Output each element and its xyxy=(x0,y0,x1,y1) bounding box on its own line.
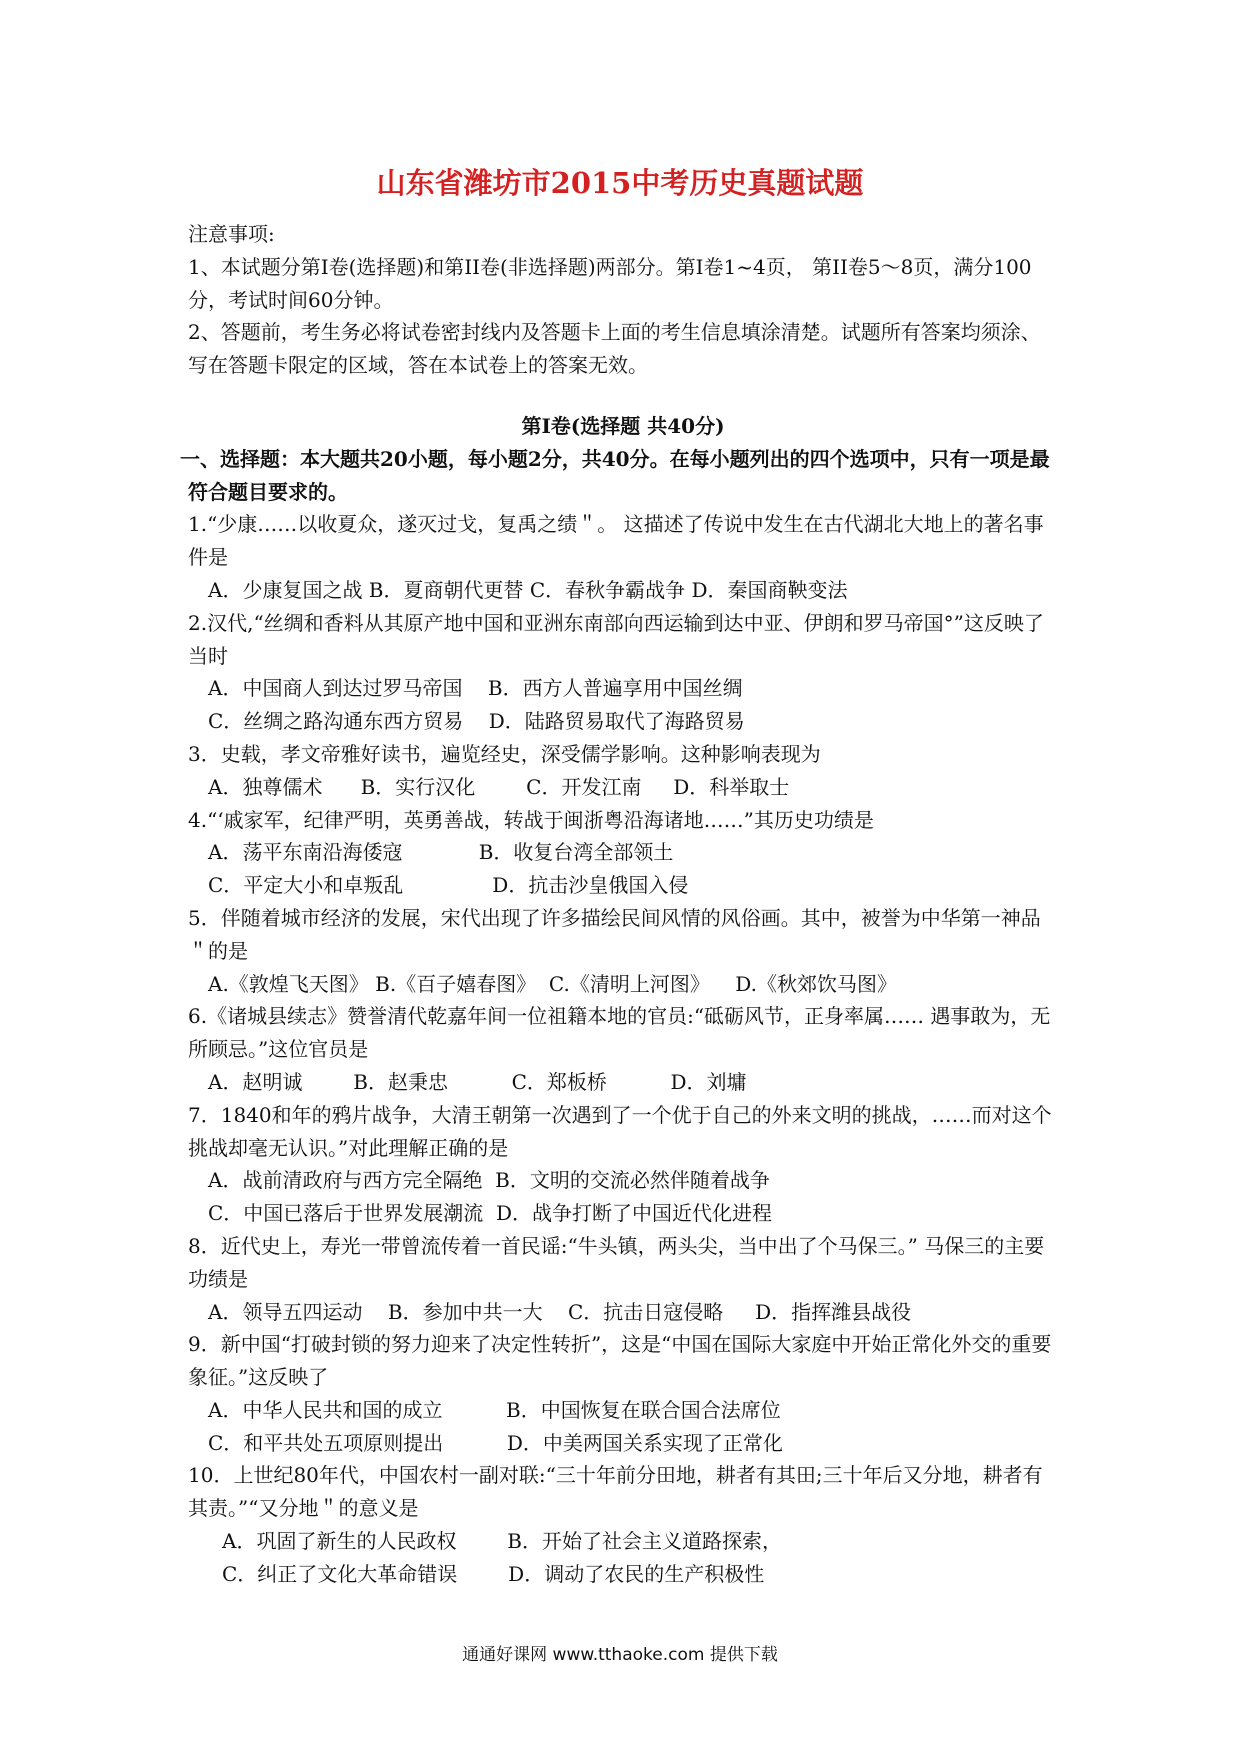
section-instruction: 一、选择题：本大题共20小题，每小题2分，共40分。在每小题列出的四个选项中，只有一项是最符合题目要求的。 xyxy=(180,446,1050,504)
question-stem: 2.汉代,“丝绸和香料从其原产地中国和亚洲东南部向西运输到达中亚、伊朗和罗马帝国°”这反映了当时 xyxy=(188,610,1044,668)
note-item: 1、本试题分第I卷(选择题)和第II卷(非选择题)两部分。第I卷1~4页， 第II卷5～8页，满分100分，考试时间60分钟。 xyxy=(188,254,1032,312)
footer-credit: 通通好课网 www.tthaoke.com 提供下载 xyxy=(462,1645,778,1665)
question-stem: 10．上世纪80年代，中国农村一副对联:“三十年前分田地，耕者有其田;三十年后又分地，耕者有其责。”“又分地＂的意义是 xyxy=(188,1463,1043,1521)
question-options: A．中国商人到达过罗马帝国 B．西方人普遍享用中国丝绸 xyxy=(208,676,743,701)
question-stem: 9．新中国“打破封锁的努力迎来了决定性转折”，这是“中国在国际大家庭中开始正常化外交的重要象征。”这反映了 xyxy=(188,1332,1052,1390)
question-options: A．独尊儒术 B．实行汉化 C．开发江南 D．科举取士 xyxy=(208,774,790,799)
notes-heading: 注意事项: xyxy=(188,222,275,246)
question-options: A．中华人民共和国的成立 B．中国恢复在联合国合法席位 xyxy=(208,1397,781,1422)
section-title: 第I卷(选择题 共40分) xyxy=(521,413,725,438)
exam-content xyxy=(180,218,1058,1591)
question-options: C．纠正了文化大革命错误 D．调动了农民的生产积极性 xyxy=(222,1561,765,1586)
question-list xyxy=(188,508,1058,1590)
question-stem: 3．史载，孝文帝雅好读书，遍览经史，深受儒学影响。这种影响表现为 xyxy=(188,741,821,766)
question-options: A.《敦煌飞天图》 B.《百子嬉春图》 C.《清明上河图》 D.《秋郊饮马图》 xyxy=(208,971,897,996)
question-options: C．平定大小和卓叛乱 D．抗击沙皇俄国入侵 xyxy=(208,873,689,898)
page-title: 山东省潍坊市2015中考历史真题试题 xyxy=(376,166,864,200)
question-stem: 8．近代史上，寿光一带曾流传着一首民谣:“牛头镇，两头尖，当中出了个马保三。” 马保三的主要功绩是 xyxy=(188,1233,1045,1291)
question-stem: 4.“‘戚家军，纪律严明，英勇善战，转战于闽浙粤沿海诸地……”其历史功绩是 xyxy=(188,807,874,832)
question-options: A．赵明诚 B．赵秉忠 C．郑板桥 D．刘墉 xyxy=(208,1069,747,1094)
question-options: C．和平共处五项原则提出 D．中美两国关系实现了正常化 xyxy=(208,1430,783,1455)
question-stem: 7．1840和年的鸦片战争，大清王朝第一次遇到了一个优于自己的外来文明的挑战，……而对这个挑战却毫无认识。”对此理解正确的是 xyxy=(188,1102,1052,1160)
question-options: C．丝绸之路沟通东西方贸易 D．陆路贸易取代了海路贸易 xyxy=(208,709,745,734)
question-options: A．巩固了新生的人民政权 B．开始了社会主义道路探索， xyxy=(222,1529,782,1554)
question-stem: 5．伴随着城市经济的发展，宋代出现了许多描绘民间风情的风俗画。其中，被誉为中华第一神品＂的是 xyxy=(188,905,1041,963)
question-stem: 1.“少康……以收夏众，遂灭过戈，复禹之绩＂。 这描述了传说中发生在古代湖北大地上的著名事件是 xyxy=(188,512,1044,570)
question-options: A．少康复国之战 B．夏商朝代更替 C．春秋争霸战争 D．秦国商鞅变法 xyxy=(208,577,848,602)
question-options: C．中国已落后于世界发展潮流 D．战争打断了中国近代化进程 xyxy=(208,1201,773,1226)
question-options: A．战前清政府与西方完全隔绝 B．文明的交流必然伴随着战争 xyxy=(208,1168,770,1193)
question-options: A．领导五四运动 B．参加中共一大 C．抗击日寇侵略 D．指挥潍县战役 xyxy=(208,1299,912,1324)
note-item: 2、答题前，考生务必将试卷密封线内及答题卡上面的考生信息填涂清楚。试题所有答案均须涂、写在答题卡限定的区域，答在本试卷上的答案无效。 xyxy=(188,320,1041,378)
question-options: A．荡平东南沿海倭寇 B．收复台湾全部领土 xyxy=(208,840,674,865)
question-stem: 6.《诸城县续志》赞誉清代乾嘉年间一位祖籍本地的官员:“砥砺风节，正身率属…… 遇事敢为，无所顾忌。”这位官员是 xyxy=(188,1004,1051,1062)
